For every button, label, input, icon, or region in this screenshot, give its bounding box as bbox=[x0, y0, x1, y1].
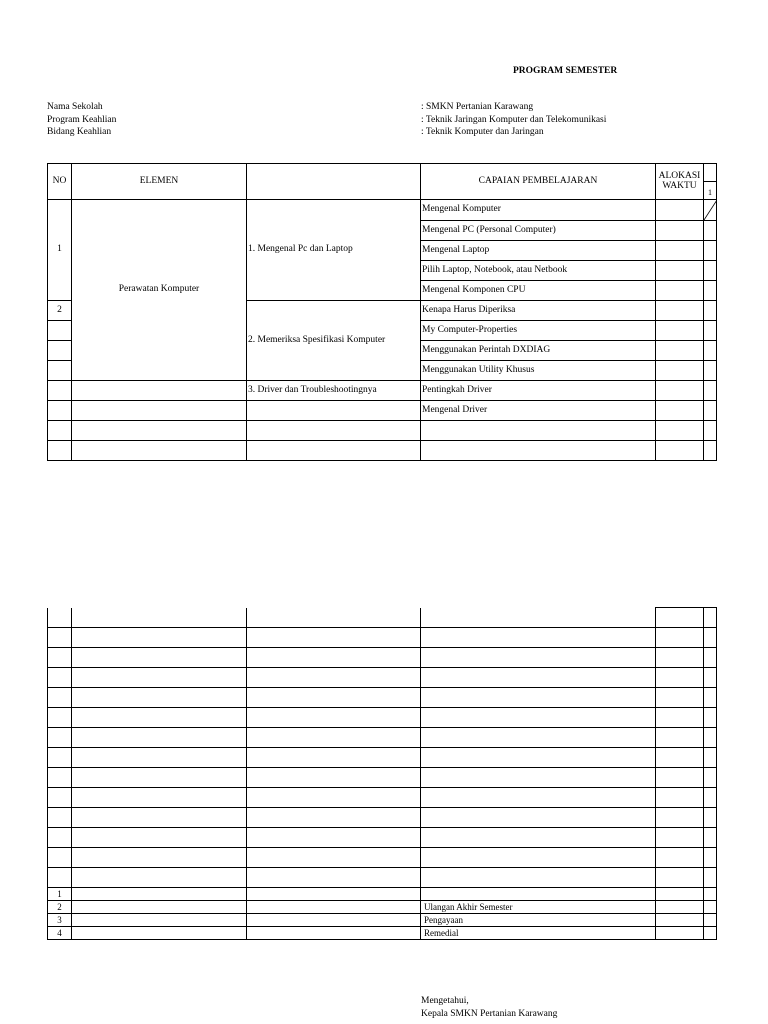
capaian-cell: Kenapa Harus Diperiksa bbox=[421, 301, 656, 321]
activity-cell bbox=[421, 888, 656, 901]
table-row bbox=[48, 401, 717, 421]
table-row bbox=[48, 688, 717, 708]
row-number: 1 bbox=[48, 200, 72, 301]
capaian-cell: Mengenal PC (Personal Computer) bbox=[421, 221, 656, 241]
table-row bbox=[48, 441, 717, 461]
table-row bbox=[48, 608, 717, 628]
info-label-bidang: Bidang Keahlian bbox=[47, 127, 112, 137]
program-table bbox=[47, 163, 717, 461]
header-no: NO bbox=[48, 164, 72, 200]
capaian-cell: Pilih Laptop, Notebook, atau Netbook bbox=[421, 261, 656, 281]
table-row bbox=[48, 668, 717, 688]
header-alokasi bbox=[656, 164, 704, 200]
kompetensi-cell: 1. Mengenal Pc dan Laptop bbox=[247, 200, 421, 301]
table-row bbox=[48, 728, 717, 748]
capaian-cell: Mengenal Driver bbox=[421, 401, 656, 421]
header-elemen: ELEMEN bbox=[72, 164, 247, 200]
table-row bbox=[48, 868, 717, 888]
lower-table bbox=[47, 607, 717, 940]
info-value-bidang: : Teknik Komputer dan Jaringan bbox=[421, 127, 544, 137]
row-number: 2 bbox=[48, 301, 72, 321]
header-alokasi-line2: WAKTU bbox=[662, 180, 697, 191]
info-value-school: : SMKN Pertanian Karawang bbox=[421, 102, 534, 112]
table-row bbox=[48, 768, 717, 788]
table-row bbox=[48, 914, 717, 927]
header-row bbox=[48, 164, 717, 188]
table-row bbox=[48, 901, 717, 914]
diagonal-cell bbox=[704, 200, 717, 221]
table-row bbox=[48, 748, 717, 768]
table-row bbox=[48, 848, 717, 868]
header-sub-col: 1 bbox=[704, 188, 717, 200]
activity-cell: Pengayaan bbox=[421, 914, 656, 927]
capaian-cell: Pentingkah Driver bbox=[421, 381, 656, 401]
table-row bbox=[48, 808, 717, 828]
activity-cell: Remedial bbox=[421, 927, 656, 940]
info-value-program: : Teknik Jaringan Komputer dan Telekomunikasi bbox=[421, 115, 607, 125]
kompetensi-cell: 3. Driver dan Troubleshootingnya bbox=[247, 381, 421, 401]
table-row bbox=[48, 888, 717, 901]
kompetensi-cell: 2. Memeriksa Spesifikasi Komputer bbox=[247, 301, 421, 381]
table-row bbox=[48, 828, 717, 848]
header-blank bbox=[247, 164, 421, 200]
table-row bbox=[48, 648, 717, 668]
row-number: 1 bbox=[48, 888, 72, 901]
table-row bbox=[48, 381, 717, 401]
capaian-cell: Menggunakan Perintah DXDIAG bbox=[421, 341, 656, 361]
capaian-cell: Mengenal Laptop bbox=[421, 241, 656, 261]
signature-line2: Kepala SMKN Pertanian Karawang bbox=[421, 1009, 558, 1019]
row-number: 4 bbox=[48, 927, 72, 940]
document-title: PROGRAM SEMESTER bbox=[513, 66, 618, 76]
table-row bbox=[48, 628, 717, 648]
activity-cell: Ulangan Akhir Semester bbox=[421, 901, 656, 914]
header-capaian: CAPAIAN PEMBELAJARAN bbox=[421, 164, 656, 200]
info-label-program: Program Keahlian bbox=[47, 115, 117, 125]
header-sub-top bbox=[704, 164, 717, 188]
elemen-cell: Perawatan Komputer bbox=[72, 200, 247, 381]
table-row bbox=[48, 788, 717, 808]
table-row bbox=[48, 708, 717, 728]
capaian-cell: Mengenal Komputer bbox=[421, 200, 656, 221]
table-row bbox=[48, 421, 717, 441]
capaian-cell: Menggunakan Utility Khusus bbox=[421, 361, 656, 381]
table-row bbox=[48, 927, 717, 940]
row-number: 2 bbox=[48, 901, 72, 914]
capaian-cell: My Computer-Properties bbox=[421, 321, 656, 341]
table-row bbox=[48, 200, 717, 221]
info-label-school: Nama Sekolah bbox=[47, 102, 103, 112]
header-alokasi-line1: ALOKASI bbox=[658, 170, 701, 181]
row-number: 3 bbox=[48, 914, 72, 927]
signature-line1: Mengetahui, bbox=[421, 996, 469, 1006]
capaian-cell: Mengenal Komponen CPU bbox=[421, 281, 656, 301]
